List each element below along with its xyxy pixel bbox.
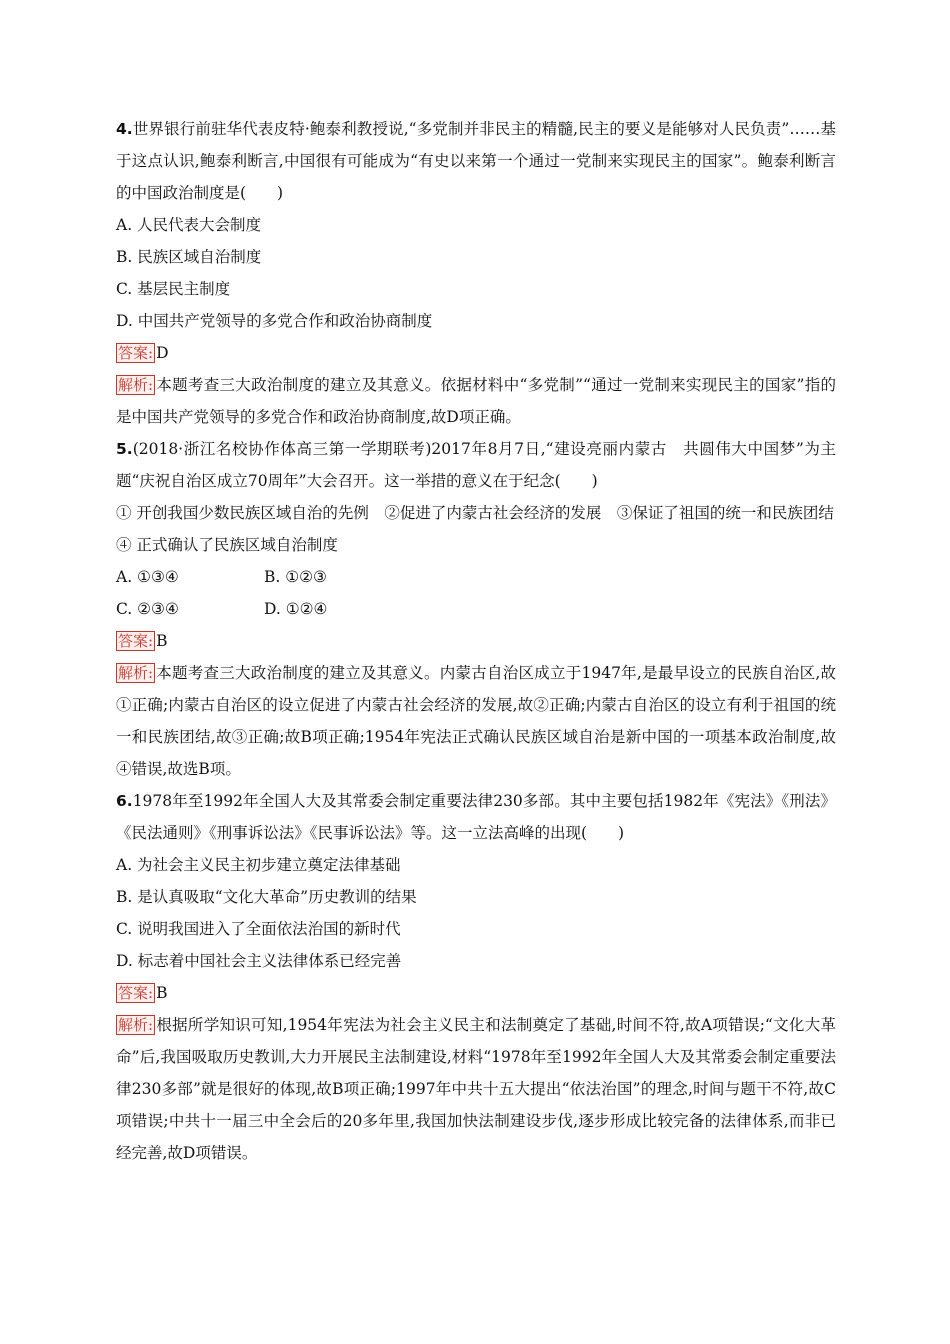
answer-tag: 答案: — [118, 984, 154, 1002]
q5-statement-4: ④ 正式确认了民族区域自治制度 — [116, 536, 338, 554]
q4-option-b: B. 民族区域自治制度 — [116, 248, 262, 266]
q5-option-a: A. ①③④ — [116, 568, 179, 586]
q5-option-c: C. ②③④ — [116, 600, 179, 618]
q6-analysis — [116, 1009, 836, 1169]
q6-answer — [116, 977, 836, 1009]
answer-value: B — [156, 632, 168, 650]
q6-option-d: D. 标志着中国社会主义法律体系已经完善 — [116, 952, 402, 970]
question-5-stem — [116, 433, 836, 497]
answer-tag: 答案: — [118, 344, 154, 362]
question-text: 世界银行前驻华代表皮特·鲍泰利教授说,“多党制并非民主的精髓,民主的要义是能够对人民负责”……基于这点认识,鲍泰利断言,中国很有可能成为“有史以来第一个通过一党制来实现民主的国家”。鲍泰利断言的中国政治制度是( ) — [116, 120, 836, 202]
q5-answer — [116, 625, 836, 657]
q5-options-row-1 — [116, 561, 836, 593]
question-number: 6. — [116, 792, 133, 810]
q4-option-a: A. 人民代表大会制度 — [116, 216, 262, 234]
analysis-text: 本题考查三大政治制度的建立及其意义。内蒙古自治区成立于1947年,是最早设立的民族自治区,故①正确;内蒙古自治区的设立促进了内蒙古社会经济的发展,故②正确;内蒙古自治区的设立有利于祖国的统一和民族团结,故③正确;故B项正确;1954年宪法正式确认民族区域自治是新中国的一项基本政治制度,故④错误,故选B项。 — [116, 664, 836, 778]
q4-option-c: C. 基层民主制度 — [116, 280, 231, 298]
document-page — [116, 113, 836, 1169]
q6-option-c: C. 说明我国进入了全面依法治国的新时代 — [116, 920, 401, 938]
q5-statements: ① 开创我国少数民族区域自治的先例 ②促进了内蒙古社会经济的发展 ③保证了祖国的统一和民族团结 — [116, 504, 834, 522]
question-text: (2018·浙江名校协作体高三第一学期联考)2017年8月7日,“建设亮丽内蒙古 共圆伟大中国梦”为主题“庆祝自治区成立70周年”大会召开。这一举措的意义在于纪念( ) — [116, 440, 836, 490]
q4-analysis — [116, 369, 836, 433]
q5-option-b: B. ①②③ — [264, 568, 327, 586]
q6-option-a: A. 为社会主义民主初步建立奠定法律基础 — [116, 856, 401, 874]
analysis-tag: 解析: — [118, 1016, 154, 1034]
q4-answer — [116, 337, 836, 369]
answer-tag: 答案: — [118, 632, 154, 650]
analysis-tag: 解析: — [118, 664, 154, 682]
question-number: 5. — [116, 440, 133, 458]
q5-analysis — [116, 657, 836, 785]
q5-option-d: D. ①②④ — [264, 600, 328, 618]
analysis-text: 根据所学知识可知,1954年宪法为社会主义民主和法制奠定了基础,时间不符,故A项错误;“文化大革命”后,我国吸取历史教训,大力开展民主法制建设,材料“1978年至1992年全国人大及其常委会制定重要法律230多部”就是很好的体现,故B项正确;1997年中共十五大提出“依法治国”的理念,时间与题干不符,故C项错误;中共十一届三中全会后的20多年里,我国加快法制建设步伐,逐步形成比较完备的法律体系,而非已经完善,故D项错误。 — [116, 1016, 836, 1162]
q5-options-row-2 — [116, 593, 836, 625]
analysis-tag: 解析: — [118, 376, 154, 394]
question-6-stem — [116, 785, 836, 849]
analysis-text: 本题考查三大政治制度的建立及其意义。依据材料中“多党制”“通过一党制来实现民主的国家”指的是中国共产党领导的多党合作和政治协商制度,故D项正确。 — [116, 376, 836, 426]
q6-option-b: B. 是认真吸取“文化大革命”历史教训的结果 — [116, 888, 417, 906]
question-text: 1978年至1992年全国人大及其常委会制定重要法律230多部。其中主要包括1982年《宪法》《刑法》《民法通则》《刑事诉讼法》《民事诉讼法》等。这一立法高峰的出现( ) — [116, 792, 836, 842]
question-4-stem — [116, 113, 836, 209]
answer-value: D — [156, 344, 169, 362]
question-number: 4. — [116, 120, 133, 138]
answer-value: B — [156, 984, 168, 1002]
q4-option-d: D. 中国共产党领导的多党合作和政治协商制度 — [116, 312, 433, 330]
